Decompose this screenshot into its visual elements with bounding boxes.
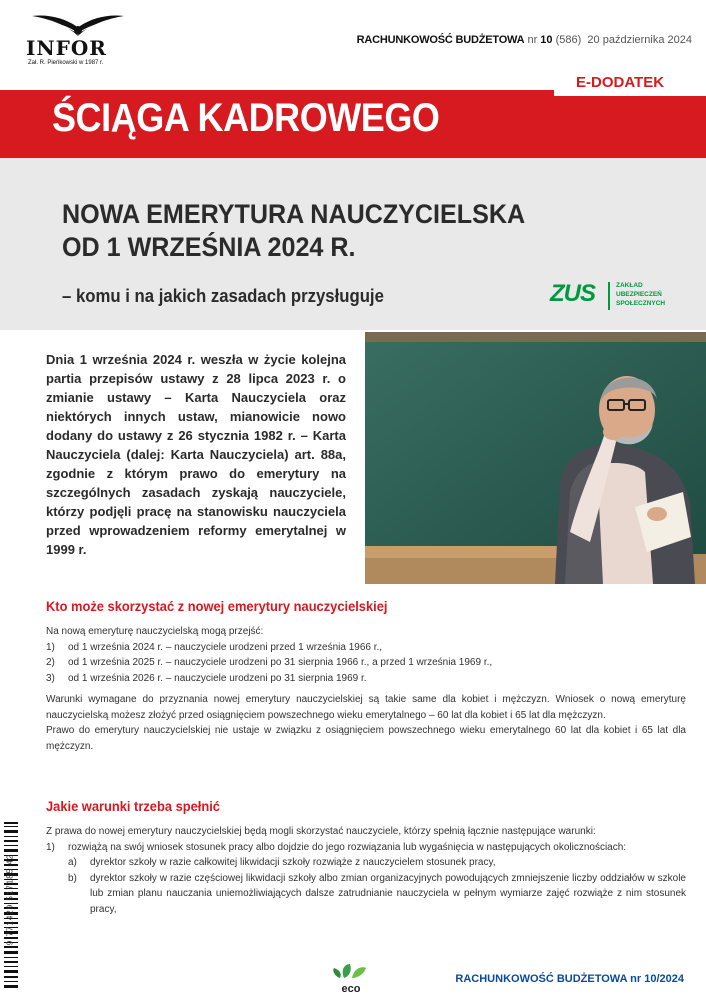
eligibility-paragraph-1: Warunki wymagane do przyznania nowej emerytury nauczycielskiej są takie same dla kobiet i mężczyzn. Wniosek o nową emeryturę nauczycielską możesz złożyć przed osiągnięciem powszechnego wieku emerytalnego – 60 lat dla kobiet i 65 lat dla mężczyzn.: [46, 694, 686, 721]
infor-logo: [22, 10, 132, 68]
teacher-illustration: [365, 332, 706, 584]
sub-list-item: [46, 855, 686, 871]
list-item-text: od 1 września 2025 r. – nauczyciele urodzeni po 31 sierpnia 1966 r., a przed 1 września 1969 r.,: [68, 657, 493, 668]
list-item-text: od 1 września 2024 r. – nauczyciele urodzeni przed 1 września 1966 r.,: [68, 641, 383, 653]
issue-nr-label: nr: [527, 34, 538, 46]
intro-paragraph: Dnia 1 września 2024 r. weszła w życie kolejna partia przepisów ustawy z 28 lipca 2023 r. o zmianie ustawy – Karta Nauczyciela oraz niektórych innych ustaw, mianowicie nowo dodany do ustawy z 26 stycznia 1982 r. – Karta Nauczyciela (dalej: Karta Nauczyciela) art. 88a, zgodnie z którym prawo do emerytury na szczególnych zasadach zyskają nauczyciele, którzy podjęli pracę na stanowisku nauczyciela przed wprowadzeniem reformy emerytalnej w 1999 r.: [46, 352, 346, 557]
list-item-text: od 1 września 2026 r. – nauczyciele urodzeni po 31 sierpnia 1969 r.: [68, 672, 367, 684]
eco-label: eco: [341, 983, 361, 995]
zus-line-3: SPOŁECZNYCH: [616, 300, 666, 307]
list-item-number: 2): [46, 657, 55, 668]
section-conditions-body: [46, 824, 686, 917]
sub-list-item-text: dyrektor szkoły w razie częściowej likwidacji szkoły albo zmian organizacyjnych powodujących zmniejszenie liczby oddziałów w szkole lub zmian planu nauczania uniemożliwiających dalsze zatrudnianie nauczyciela w pełnym wymiarze zajęć rozwiąże z nim stosunek pracy,: [90, 872, 686, 915]
eco-leaf-icon: [330, 962, 372, 996]
list-item-number: 1): [46, 641, 55, 653]
zus-separator: [608, 282, 610, 310]
issue-number: 10: [540, 34, 553, 46]
logo-subtitle: Zał. R. Pieńkowski w 1987 r.: [28, 60, 104, 66]
issue-publication: RACHUNKOWOŚĆ BUDŻETOWA: [356, 34, 525, 46]
list-item: [46, 655, 686, 671]
conditions-lead: Z prawa do nowej emerytury nauczycielskiej będą mogli skorzystać nauczyciele, którzy spełnią łącznie następujące warunki:: [46, 826, 596, 837]
eligibility-paragraph-2: Prawo do emerytury nauczycielskiej nie ustaje w związku z osiągnięciem powszechnego wieku emerytalnego 60 lat dla kobiet i 65 lat dla mężczyzn.: [46, 725, 686, 752]
sub-list-item-letter: b): [68, 872, 77, 884]
headline-line-2: OD 1 WRZEŚNIA 2024 R.: [62, 232, 356, 262]
teacher-photo: [365, 332, 706, 584]
article-headline: [62, 198, 525, 264]
list-item-number: 1): [46, 841, 55, 853]
barcode-number: 9 771429 517185 42: [5, 853, 15, 946]
zus-logo: [550, 278, 690, 314]
list-item-text: rozwiążą na swój wniosek stosunek pracy albo dojdzie do jego rozwiązania lub wygaśnięcia w następujących okolicznościach:: [68, 841, 627, 853]
eligibility-lead: Na nową emeryturę nauczycielską mogą przejść:: [46, 626, 264, 637]
sub-list-item: [46, 871, 686, 918]
eagle-icon: [30, 10, 126, 38]
article-subhead: – komu i na jakich zasadach przysługuje: [62, 286, 384, 306]
list-item-number: 3): [46, 672, 55, 684]
section-title-conditions: Jakie warunki trzeba spełnić: [46, 798, 220, 814]
list-item: [46, 840, 686, 856]
page-title: ŚCIĄGA KADROWEGO: [52, 96, 440, 140]
zus-line-2: UBEZPIECZEŃ: [616, 291, 662, 298]
zus-text: [616, 281, 665, 308]
issue-sequence: (586): [555, 34, 582, 46]
issue-info: [357, 34, 692, 46]
sub-list-item-letter: a): [68, 857, 77, 868]
e-dodatek-badge: E-DODATEK: [554, 70, 706, 96]
headline-line-1: NOWA EMERYTURA NAUCZYCIELSKA: [62, 199, 526, 229]
section-title-eligibility: Kto może skorzystać z nowej emerytury nauczycielskiej: [46, 598, 388, 614]
zus-mark: ZUS: [550, 280, 595, 307]
section-eligibility-body: [46, 624, 686, 754]
issue-date: 20 października 2024: [587, 34, 692, 46]
zus-line-1: ZAKŁAD: [616, 282, 643, 289]
logo-wordmark: INFOR: [26, 36, 107, 60]
sub-list-item-text: dyrektor szkoły w razie całkowitej likwidacji szkoły rozwiąże z nauczycielem stosunek pracy,: [90, 857, 496, 868]
footer-publication: RACHUNKOWOŚĆ BUDŻETOWA nr 10/2024: [455, 973, 684, 985]
list-item: [46, 640, 686, 656]
list-item: [46, 671, 686, 687]
